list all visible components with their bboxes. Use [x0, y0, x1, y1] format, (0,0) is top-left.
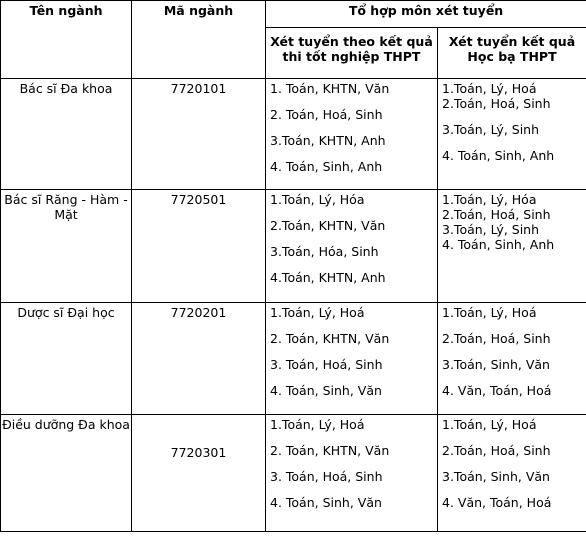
- transcript-combos: [438, 303, 586, 415]
- combo-line: 1.Toán, Lý, Hoá: [270, 417, 365, 432]
- combo-line: 2.Toán, KHTN, Văn: [270, 218, 386, 233]
- major-name: Bác sĩ Đa khoa: [1, 79, 132, 190]
- table-row: [1, 415, 586, 532]
- combo-line: 4. Toán, Sinh, Văn: [270, 383, 382, 398]
- major-code: 7720101: [132, 79, 266, 190]
- combo-line: 4. Toán, Sinh, Anh: [442, 148, 555, 163]
- combo-line: 4. Toán, Sinh, Văn: [270, 495, 382, 510]
- combo-line: 1.Toán, Lý, Hoá: [442, 81, 537, 96]
- combo-line: 1.Toán, Lý, Hoá: [270, 305, 365, 320]
- combo-line: 3.Toán, Sinh, Văn: [442, 469, 550, 484]
- combo-line: 4. Toán, Sinh, Anh: [270, 159, 383, 174]
- header-exam-result: Xét tuyển theo kết quả thi tốt nghiệp THPT: [266, 28, 438, 79]
- exam-combos: [266, 79, 438, 190]
- combo-line: 3. Toán, Hoá, Sinh: [270, 357, 383, 372]
- combo-line: 4. Toán, Sinh, Anh: [442, 237, 555, 252]
- combo-line: 1.Toán, Lý, Hóa: [270, 192, 365, 207]
- combo-line: 1.Toán, Lý, Hoá: [442, 417, 537, 432]
- transcript-combos: [438, 79, 586, 190]
- combo-line: 1.Toán, Lý, Hóa: [442, 192, 537, 207]
- exam-combos: [266, 415, 438, 532]
- combo-line: 2.Toán, Hoá, Sinh: [442, 207, 551, 222]
- combo-line: 3. Toán, Hoá, Sinh: [270, 469, 383, 484]
- header-major-name: Tên ngành: [1, 1, 132, 79]
- table-row: [1, 190, 586, 303]
- table-row: [1, 303, 586, 415]
- header-subject-combo: Tổ hợp môn xét tuyển: [266, 1, 586, 28]
- transcript-combos: [438, 415, 586, 532]
- major-code: 7720501: [132, 190, 266, 303]
- major-name: Bác sĩ Răng - Hàm - Mặt: [1, 190, 132, 303]
- combo-line: 4.Toán, KHTN, Anh: [270, 270, 386, 285]
- transcript-combos: [438, 190, 586, 303]
- major-code: 7720301: [132, 415, 266, 532]
- header-major-code: Mã ngành: [132, 1, 266, 79]
- major-name: Dược sĩ Đại học: [1, 303, 132, 415]
- combo-line: 1. Toán, KHTN, Văn: [270, 81, 390, 96]
- table-row: [1, 79, 586, 190]
- header-transcript-result: Xét tuyển kết quả Học bạ THPT: [438, 28, 586, 79]
- combo-line: 4. Văn, Toán, Hoá: [442, 495, 552, 510]
- combo-line: 2. Toán, KHTN, Văn: [270, 443, 390, 458]
- major-name: Điều dưỡng Đa khoa: [1, 415, 132, 532]
- exam-combos: [266, 303, 438, 415]
- combo-line: 3.Toán, Lý, Sinh: [442, 122, 540, 137]
- combo-line: 3.Toán, Lý, Sinh: [442, 222, 540, 237]
- combo-line: 4. Văn, Toán, Hoá: [442, 383, 552, 398]
- combo-line: 2.Toán, Hoá, Sinh: [442, 331, 551, 346]
- combo-line: 2. Toán, Hoá, Sinh: [270, 107, 383, 122]
- combo-line: 2.Toán, Hoá, Sinh: [442, 443, 551, 458]
- combo-line: 3.Toán, Sinh, Văn: [442, 357, 550, 372]
- major-code: 7720201: [132, 303, 266, 415]
- combo-line: 2. Toán, KHTN, Văn: [270, 331, 390, 346]
- combo-line: 2.Toán, Hoá, Sinh: [442, 96, 551, 111]
- exam-combos: [266, 190, 438, 303]
- combo-line: 3.Toán, Hóa, Sinh: [270, 244, 379, 259]
- combo-line: 3.Toán, KHTN, Anh: [270, 133, 386, 148]
- combo-line: 1.Toán, Lý, Hoá: [442, 305, 537, 320]
